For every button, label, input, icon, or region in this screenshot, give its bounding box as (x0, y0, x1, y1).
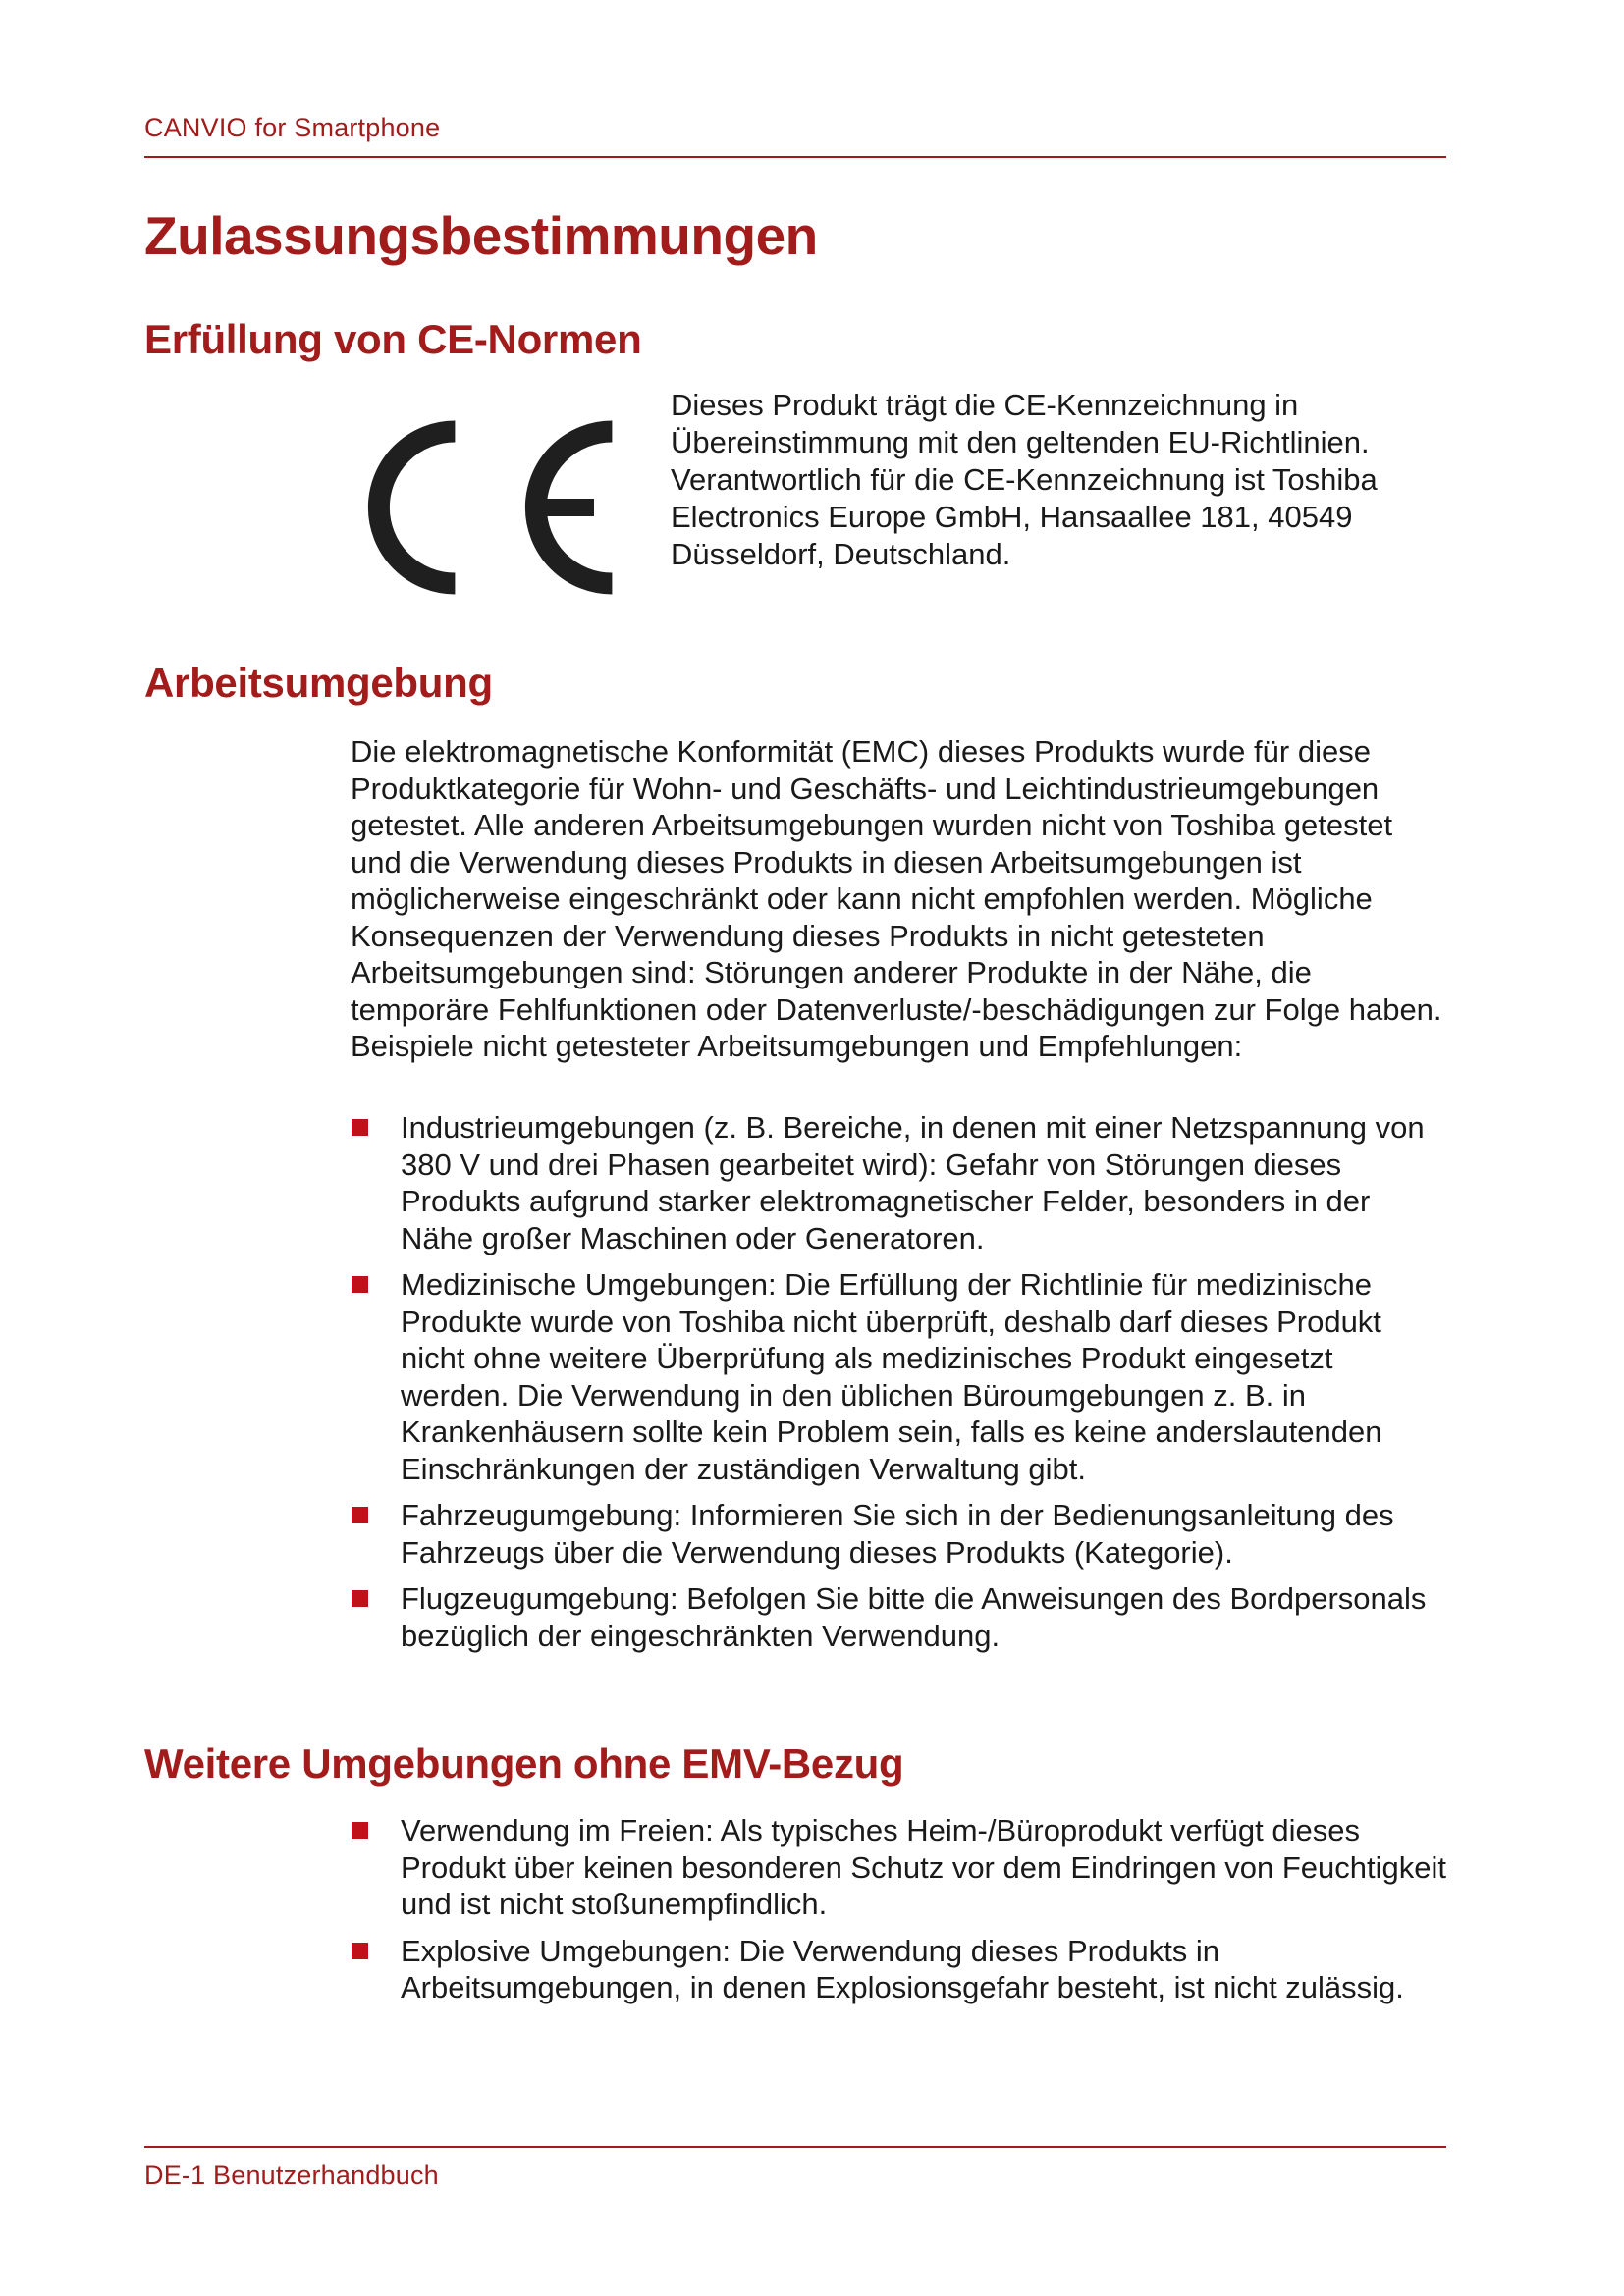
arbeitsumgebung-list (351, 1109, 1446, 1664)
square-bullet-icon (352, 1276, 368, 1293)
heading-weitere-umgebungen: Weitere Umgebungen ohne EMV-Bezug (144, 1740, 904, 1787)
heading-arbeitsumgebung: Arbeitsumgebung (144, 660, 493, 706)
header-rule (144, 156, 1446, 158)
square-bullet-icon (352, 1943, 368, 1959)
list-item (351, 1580, 1446, 1654)
page-title: Zulassungsbestimmungen (144, 205, 818, 266)
running-header: CANVIO for Smartphone (144, 113, 441, 142)
page-footer: DE-1 Benutzerhandbuch (144, 2161, 439, 2190)
square-bullet-icon (352, 1507, 368, 1523)
list-item-text: Medizinische Umgebungen: Die Erfüllung der Richtlinie für medizinische Produkte wurde von Toshiba nicht überprüft, deshalb darf dieses Produkt nicht ohne weitere Überprüfung als medizinisches Produkt eingesetzt werden. Die Verwendung in den üblichen Büroumgebungen z. B. in Krankenhäusern sollte kein Problem sein, falls es keine anderslautenden Einschränkungen der zuständigen Verwaltung gibt. (401, 1267, 1382, 1486)
heading-ce-normen: Erfüllung von CE-Normen (144, 316, 642, 362)
list-item-text: Verwendung im Freien: Als typisches Heim-/Büroprodukt verfügt dieses Produkt über keinen besonderen Schutz vor dem Eindringen von Feuchtigkeit und ist nicht stoßunempfindlich. (401, 1813, 1446, 1921)
weitere-list (351, 1812, 1446, 2016)
list-item (351, 1109, 1446, 1256)
square-bullet-icon (352, 1119, 368, 1136)
footer-rule (144, 2146, 1446, 2148)
list-item (351, 1497, 1446, 1571)
list-item-text: Fahrzeugumgebung: Informieren Sie sich in der Bedienungsanleitung des Fahrzeugs über die Verwendung dieses Produkts (Kategorie). (401, 1498, 1394, 1570)
list-item-text: Explosive Umgebungen: Die Verwendung dieses Produkts in Arbeitsumgebungen, in denen Explosionsgefahr besteht, ist nicht zulässig. (401, 1933, 1404, 2004)
list-item-text: Industrieumgebungen (z. B. Bereiche, in denen mit einer Netzspannung von 380 V und drei Phasen gearbeitet wird): Gefahr von Störungen dieses Produkts aufgrund starker elektromagnetischer Felder, besonders in der Nähe großer Maschinen oder Generatoren. (401, 1110, 1425, 1255)
arbeitsumgebung-intro: Die elektromagnetische Konformität (EMC) dieses Produkts wurde für diese Produktkategorie für Wohn- und Geschäfts- und Leichtindustrieumgebungen getestet. Alle anderen Arbeitsumgebungen wurden nicht von Toshiba getestet und die Verwendung dieses Produkts in diesen Arbeitsumgebungen ist möglicherweise eingeschränkt oder kann nicht empfohlen werden. Mögliche Konsequenzen der Verwendung dieses Produkts in nicht getesteten Arbeitsumgebungen sind: Störungen anderer Produkte in der Nähe, die temporäre Fehlfunktionen oder Datenverluste/-beschädigungen zur Folge haben. Beispiele nicht getesteter Arbeitsumgebungen und Empfehlungen: (351, 734, 1442, 1063)
list-item (351, 1933, 1446, 2006)
list-item (351, 1812, 1446, 1923)
ce-mark-icon (353, 402, 628, 613)
list-item (351, 1266, 1446, 1487)
square-bullet-icon (352, 1822, 368, 1839)
ce-description: Dieses Produkt trägt die CE-Kennzeichnung in Übereinstimmung mit den geltenden EU-Richtlinien. Verantwortlich für die CE-Kennzeichnung ist Toshiba Electronics Europe GmbH, Hansaallee 181, 40549 Düsseldorf, Deutschland. (671, 388, 1378, 571)
square-bullet-icon (352, 1590, 368, 1607)
list-item-text: Flugzeugumgebung: Befolgen Sie bitte die Anweisungen des Bordpersonals bezüglich der eingeschränkten Verwendung. (401, 1581, 1427, 1653)
